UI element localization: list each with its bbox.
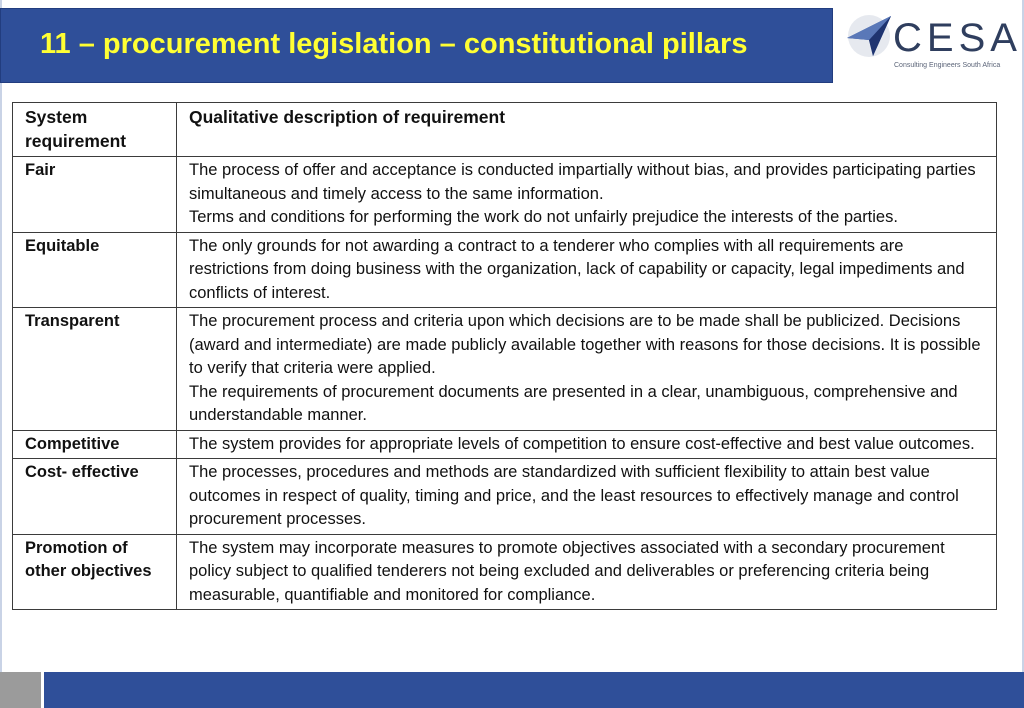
requirements-table [12, 102, 997, 610]
requirement-cell: Fair [13, 157, 177, 233]
requirements-table-container [12, 102, 996, 610]
description-text: Terms and conditions for performing the work do not unfairly prejudice the interests of the parties. [189, 208, 898, 226]
description-cell [177, 232, 997, 308]
description-cell [177, 430, 997, 459]
footer-blue-bar [44, 672, 1024, 708]
description-text: The only grounds for not awarding a contract to a tenderer who complies with all requirements are restrictions from doing business with the organization, lack of capability or capacity, legal impediments and conflicts of interest. [189, 236, 965, 302]
table-row [13, 459, 997, 535]
table-row [13, 308, 997, 431]
column-header-requirement: System requirement [13, 103, 177, 157]
description-text: The process of offer and acceptance is conducted impartially without bias, and provides participating parties simultaneous and timely access to the same information. [189, 161, 976, 203]
table-row [13, 157, 997, 233]
description-cell [177, 534, 997, 610]
slide-left-border [0, 0, 2, 708]
table-row [13, 232, 997, 308]
requirement-cell: Cost- effective [13, 459, 177, 535]
column-header-description: Qualitative description of requirement [177, 103, 997, 157]
description-cell [177, 157, 997, 233]
description-text: The system provides for appropriate levels of competition to ensure cost-effective and best value outcomes. [189, 434, 975, 453]
requirement-cell: Transparent [13, 308, 177, 431]
requirement-cell: Competitive [13, 430, 177, 459]
description-cell [177, 308, 997, 431]
requirement-cell: Promotion of other objectives [13, 534, 177, 610]
logo-tagline: Consulting Engineers South Africa [894, 62, 1001, 69]
description-text: The system may incorporate measures to promote objectives associated with a secondary procurement policy subject to qualified tenderers not being excluded and deliverables or preferencing criteria being measurable, quantifiable and monitored for compliance. [189, 538, 945, 604]
description-text: The processes, procedures and methods are standardized with sufficient flexibility to attain best value outcomes in respect of quality, timing and price, and the least resources to effectively manage and control procurement processes. [189, 463, 959, 528]
description-cell [177, 459, 997, 535]
logo-brand-text: CESA [893, 16, 1022, 60]
cesa-logo [843, 10, 1022, 75]
description-text: The requirements of procurement documents are presented in a clear, unambiguous, comprehensive and understandable manner. [189, 382, 958, 424]
table-header-row [13, 103, 997, 157]
logo-emblem-icon [843, 10, 895, 62]
footer-gray-block [0, 672, 41, 708]
description-text: The procurement process and criteria upon which decisions are to be made shall be publicized. Decisions (award and intermediate) are made publicly available together with reasons for those decisions. It is possible to verify that criteria were applied. [189, 312, 981, 377]
requirement-cell: Equitable [13, 232, 177, 308]
title-bar [0, 8, 833, 83]
table-row [13, 534, 997, 610]
slide-title: 11 – procurement legislation – constitutional pillars [40, 28, 748, 60]
table-row [13, 430, 997, 459]
